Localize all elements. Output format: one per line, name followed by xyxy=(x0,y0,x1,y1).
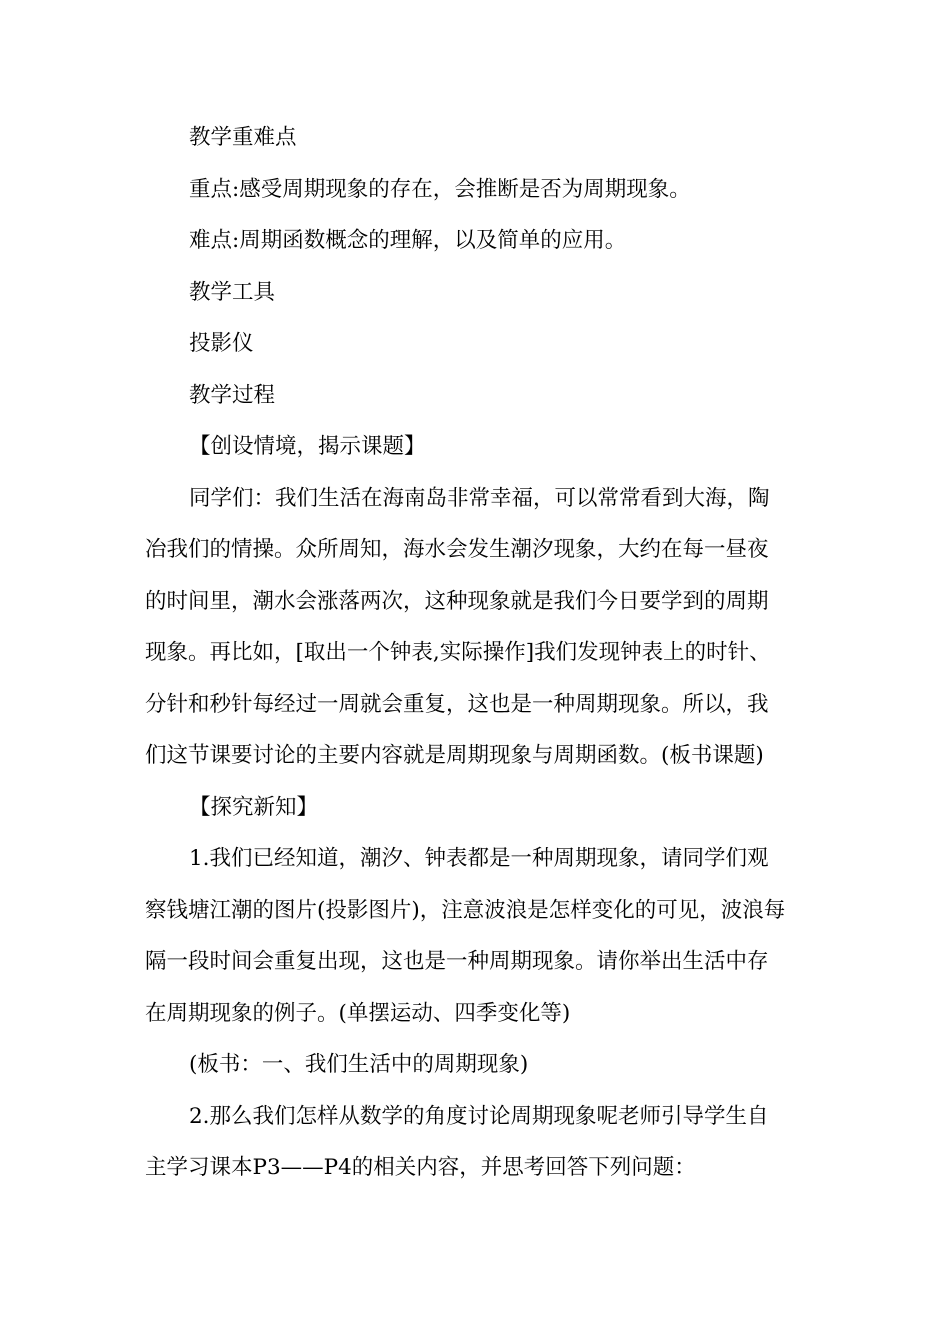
document-body xyxy=(145,112,815,1194)
paragraph-difficult-point xyxy=(145,215,815,267)
paragraph-projector xyxy=(145,318,815,370)
text-line: 1.我们已经知道，潮汐、钟表都是一种周期现象，请同学们观 xyxy=(189,846,769,871)
paragraph-item-1 xyxy=(145,833,815,1039)
paragraph-introduction xyxy=(145,473,815,782)
text-line: 同学们：我们生活在海南岛非常幸福，可以常常看到大海，陶 xyxy=(189,485,770,511)
text-line: 隔一段时间会重复出现，这也是一种周期现象。请你举出生活中存 xyxy=(145,949,769,974)
section-heading-key-points xyxy=(145,112,815,164)
paragraph-item-2 xyxy=(145,1091,815,1194)
text-line: 的时间里，潮水会涨落两次，这种现象就是我们今日要学到的周期 xyxy=(145,588,769,614)
text-line: 教学过程 xyxy=(189,382,276,408)
text-line: 投影仪 xyxy=(189,331,254,356)
text-line: 教学重难点 xyxy=(189,125,297,150)
text-line: 在周期现象的例子。(单摆运动、四季变化等) xyxy=(145,1000,571,1026)
text-line: 察钱塘江潮的图片(投影图片)，注意波浪是怎样变化的可见，波浪每 xyxy=(145,897,786,923)
text-line: 重点:感受周期现象的存在，会推断是否为周期现象。 xyxy=(189,176,691,202)
text-line: 难点:周期函数概念的理解，以及简单的应用。 xyxy=(189,228,627,253)
text-line: 2.那么我们怎样从数学的角度讨论周期现象呢老师引导学生自 xyxy=(189,1103,769,1129)
text-line: 教学工具 xyxy=(189,279,276,305)
text-line: 们这节课要讨论的主要内容就是周期现象与周期函数。(板书课题) xyxy=(145,743,764,768)
text-line: (板书：一、我们生活中的周期现象) xyxy=(189,1052,529,1077)
paragraph-board-note xyxy=(145,1039,815,1091)
subheading-create-situation xyxy=(145,421,815,473)
text-line: 主学习课本P3——P4的相关内容，并思考回答下列问题： xyxy=(145,1155,696,1180)
text-line: 冶我们的情操。众所周知，海水会发生潮汐现象，大约在每一昼夜 xyxy=(145,537,769,562)
text-line: 【创设情境，揭示课题】 xyxy=(189,434,426,459)
paragraph-key-point xyxy=(145,164,815,216)
section-heading-teaching-tools xyxy=(145,267,815,319)
text-line: 分针和秒针每经过一周就会重复，这也是一种周期现象。所以，我 xyxy=(145,691,769,717)
section-heading-teaching-process xyxy=(145,370,815,422)
text-line: 【探究新知】 xyxy=(189,794,319,820)
text-line: 现象。再比如，[取出一个钟表,实际操作]我们发现钟表上的时针、 xyxy=(145,640,771,665)
subheading-explore-new-knowledge xyxy=(145,782,815,834)
